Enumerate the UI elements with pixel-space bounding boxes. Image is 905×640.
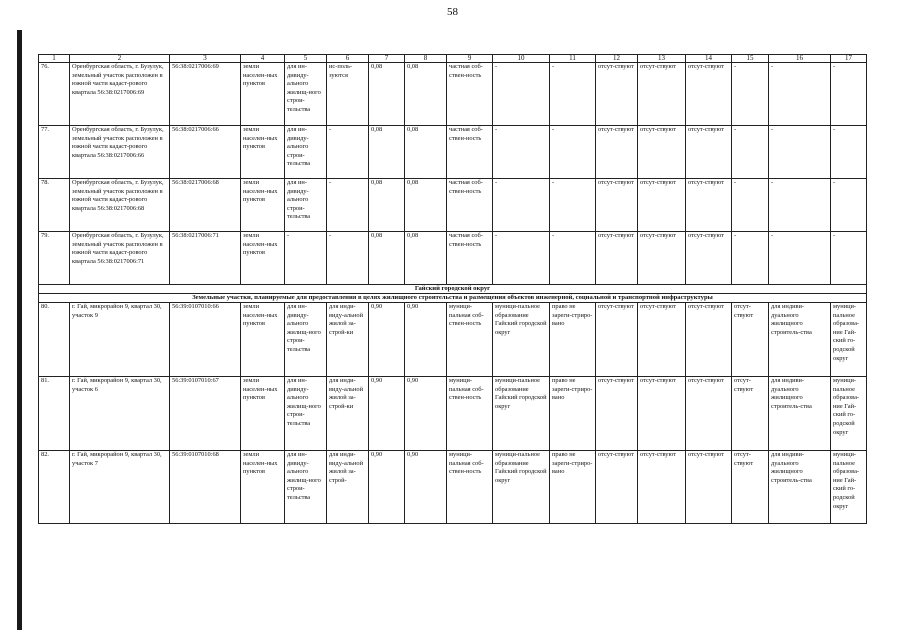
registration-right-cell: -	[550, 232, 596, 285]
provider-cell: -	[831, 232, 867, 285]
row-number-cell: 77.	[39, 126, 70, 179]
other-rights-cell: -	[732, 179, 769, 232]
header-cell: 5	[285, 55, 327, 63]
other-rights-cell: отсут-ствуют	[732, 377, 769, 451]
header-cell: 9	[447, 55, 493, 63]
owner-cell: -	[493, 126, 550, 179]
land-category-cell: земли населен-ных пунктов	[241, 126, 285, 179]
registration-right-cell: право не зареги-стриро-вано	[550, 377, 596, 451]
restrictions-cell: отсут-ствуют	[638, 232, 686, 285]
restrictions-cell: отсут-ствуют	[638, 377, 686, 451]
header-cell: 4	[241, 55, 285, 63]
ownership-form-cell: частная соб-ствен-ность	[447, 63, 493, 126]
header-row	[39, 55, 867, 63]
area-ha-2-cell: 0,90	[405, 377, 447, 451]
row-number-cell: 76.	[39, 63, 70, 126]
row-number-cell: 80.	[39, 303, 70, 377]
other-rights-cell: -	[732, 232, 769, 285]
table-row	[39, 451, 867, 524]
table-row	[39, 303, 867, 377]
encumbrances-cell: отсут-ствуют	[596, 232, 638, 285]
cadastral-number-cell: 56:39:0107010:68	[170, 451, 241, 524]
restrictions-cell: отсут-ствуют	[638, 126, 686, 179]
cadastral-number-cell: 56:38:0217006:71	[170, 232, 241, 285]
other-rights-cell: -	[732, 126, 769, 179]
permitted-use-cell: -	[285, 232, 327, 285]
row-number-cell: 81.	[39, 377, 70, 451]
row-number-cell: 82.	[39, 451, 70, 524]
restrictions-cell: отсут-ствуют	[638, 63, 686, 126]
header-cell: 6	[327, 55, 369, 63]
land-plots-table	[38, 54, 867, 524]
encumbrances-cell: отсут-ствуют	[596, 63, 638, 126]
planned-use-cell: для индиви-дуального жилищного строитель-ства	[769, 303, 831, 377]
registration-right-cell: право не зареги-стриро-вано	[550, 303, 596, 377]
owner-cell: муници-пальное образование Гайский городской округ	[493, 377, 550, 451]
area-ha-cell: 0,90	[369, 303, 405, 377]
header-cell: 3	[170, 55, 241, 63]
row-number-cell: 78.	[39, 179, 70, 232]
actual-use-cell: для инди-виду-альной жилой за-строй-ки	[327, 303, 369, 377]
provider-cell: муници-пальное образова-ние Гай-ский го-родской округ	[831, 451, 867, 524]
permitted-use-cell: для ин-дивиду-ального жилищ-ного строи-тельства	[285, 451, 327, 524]
area-ha-cell: 0,90	[369, 451, 405, 524]
restrictions-cell: отсут-ствуют	[638, 303, 686, 377]
area-ha-2-cell: 0,08	[405, 63, 447, 126]
address-cell: г. Гай, микрорайон 9, квартал 30, участок 7	[70, 451, 170, 524]
table-row	[39, 179, 867, 232]
registration-right-cell: -	[550, 179, 596, 232]
header-cell: 11	[550, 55, 596, 63]
area-ha-2-cell: 0,08	[405, 179, 447, 232]
table-row	[39, 377, 867, 451]
header-cell: 7	[369, 55, 405, 63]
cadastral-number-cell: 56:38:0217006:68	[170, 179, 241, 232]
planned-use-cell: -	[769, 63, 831, 126]
actual-use-cell: -	[327, 232, 369, 285]
section-subtitle: Земельные участки, планируемые для предоставления в целях жилищного строительства и размещения объектов инженерной, социальной и транспортной инфраструктуры	[39, 294, 867, 303]
actual-use-cell: ис-поль-зуются	[327, 63, 369, 126]
permitted-use-cell: для ин-дивиду-ального жилищ-ного строи-тельства	[285, 303, 327, 377]
area-ha-2-cell: 0,90	[405, 451, 447, 524]
land-category-cell: земли населен-ных пунктов	[241, 63, 285, 126]
provider-cell: -	[831, 126, 867, 179]
area-ha-cell: 0,08	[369, 232, 405, 285]
header-cell: 16	[769, 55, 831, 63]
ownership-form-cell: частная соб-ствен-ность	[447, 179, 493, 232]
page-number: 58	[447, 6, 458, 18]
area-ha-cell: 0,08	[369, 126, 405, 179]
land-category-cell: земли населен-ных пунктов	[241, 303, 285, 377]
section-subtitle-row	[39, 294, 867, 303]
provider-cell: муници-пальное образова-ние Гай-ский го-родской округ	[831, 303, 867, 377]
owner-cell: -	[493, 232, 550, 285]
encumbrances-cell: отсут-ствуют	[596, 126, 638, 179]
registration-right-cell: право не зареги-стриро-вано	[550, 451, 596, 524]
encumbrances-cell: отсут-ствуют	[596, 377, 638, 451]
actual-use-cell: -	[327, 179, 369, 232]
table-row	[39, 126, 867, 179]
owner-cell: муници-пальное образование Гайский городской округ	[493, 451, 550, 524]
registration-right-cell: -	[550, 126, 596, 179]
provider-cell: -	[831, 179, 867, 232]
encumbrances-cell: отсут-ствуют	[596, 303, 638, 377]
header-cell: 13	[638, 55, 686, 63]
scan-edge-bar	[17, 30, 22, 630]
owner-cell: муници-пальное образование Гайский городской округ	[493, 303, 550, 377]
other-rights-cell: -	[732, 63, 769, 126]
land-category-cell: земли населен-ных пунктов	[241, 232, 285, 285]
ownership-form-cell: частная соб-ствен-ность	[447, 232, 493, 285]
header-cell: 12	[596, 55, 638, 63]
infrastructure-cell: отсут-ствуют	[686, 63, 732, 126]
owner-cell: -	[493, 179, 550, 232]
infrastructure-cell: отсут-ствуют	[686, 126, 732, 179]
ownership-form-cell: муници-пальная соб-ствен-ность	[447, 451, 493, 524]
header-cell: 17	[831, 55, 867, 63]
area-ha-cell: 0,90	[369, 377, 405, 451]
header-cell: 10	[493, 55, 550, 63]
address-cell: Оренбургская область, г. Бузулук, земельный участок расположен в южной части кадаст-рового квартала 56:38:0217006:66	[70, 126, 170, 179]
restrictions-cell: отсут-ствуют	[638, 451, 686, 524]
header-cell: 15	[732, 55, 769, 63]
infrastructure-cell: отсут-ствуют	[686, 451, 732, 524]
address-cell: Оренбургская область, г. Бузулук, земельный участок расположен в южной части кадаст-рового квартала 56:38:0217006:68	[70, 179, 170, 232]
planned-use-cell: для индиви-дуального жилищного строитель-ства	[769, 451, 831, 524]
area-ha-cell: 0,08	[369, 63, 405, 126]
address-cell: Оренбургская область, г. Бузулук, земельный участок расположен в южной части кадаст-рового квартала 56:38:0217006:69	[70, 63, 170, 126]
other-rights-cell: отсут-ствуют	[732, 451, 769, 524]
address-cell: г. Гай, микрорайон 9, квартал 30, участок 9	[70, 303, 170, 377]
provider-cell: -	[831, 63, 867, 126]
infrastructure-cell: отсут-ствуют	[686, 377, 732, 451]
address-cell: г. Гай, микрорайон 9, квартал 30, участок 6	[70, 377, 170, 451]
owner-cell: -	[493, 63, 550, 126]
section-title: Гайский городской округ	[39, 285, 867, 294]
infrastructure-cell: отсут-ствуют	[686, 232, 732, 285]
ownership-form-cell: муници-пальная соб-ствен-ность	[447, 303, 493, 377]
header-cell: 8	[405, 55, 447, 63]
provider-cell: муници-пальное образова-ние Гай-ский го-родской округ	[831, 377, 867, 451]
address-cell: Оренбургская область, г. Бузулук, земельный участок расположен в южной части кадаст-рового квартала 56:38:0217006:71	[70, 232, 170, 285]
infrastructure-cell: отсут-ствуют	[686, 179, 732, 232]
header-cell: 2	[70, 55, 170, 63]
infrastructure-cell: отсут-ствуют	[686, 303, 732, 377]
permitted-use-cell: для ин-дивиду-ального строи-тельства	[285, 179, 327, 232]
planned-use-cell: -	[769, 179, 831, 232]
permitted-use-cell: для ин-дивиду-ального строи-тельства	[285, 126, 327, 179]
land-category-cell: земли населен-ных пунктов	[241, 377, 285, 451]
table-row	[39, 63, 867, 126]
other-rights-cell: отсут-ствуют	[732, 303, 769, 377]
cadastral-number-cell: 56:38:0217006:66	[170, 126, 241, 179]
cadastral-number-cell: 56:39:0107010:66	[170, 303, 241, 377]
land-category-cell: земли населен-ных пунктов	[241, 451, 285, 524]
ownership-form-cell: муници-пальная соб-ствен-ность	[447, 377, 493, 451]
permitted-use-cell: для ин-дивиду-ального жилищ-ного строи-тельства	[285, 377, 327, 451]
area-ha-2-cell: 0,08	[405, 232, 447, 285]
area-ha-cell: 0,08	[369, 179, 405, 232]
actual-use-cell: для инди-виду-альной жилой за-строй-	[327, 451, 369, 524]
header-cell: 1	[39, 55, 70, 63]
planned-use-cell: -	[769, 232, 831, 285]
permitted-use-cell: для ин-дивиду-ального жилищ-ного строи-тельства	[285, 63, 327, 126]
planned-use-cell: для индиви-дуального жилищного строитель-ства	[769, 377, 831, 451]
planned-use-cell: -	[769, 126, 831, 179]
registration-right-cell: -	[550, 63, 596, 126]
cadastral-number-cell: 56:39:0107010:67	[170, 377, 241, 451]
header-cell: 14	[686, 55, 732, 63]
encumbrances-cell: отсут-ствуют	[596, 451, 638, 524]
area-ha-2-cell: 0,90	[405, 303, 447, 377]
section-title-row	[39, 285, 867, 294]
ownership-form-cell: частная соб-ствен-ность	[447, 126, 493, 179]
actual-use-cell: -	[327, 126, 369, 179]
cadastral-number-cell: 56:38:0217006:69	[170, 63, 241, 126]
encumbrances-cell: отсут-ствуют	[596, 179, 638, 232]
area-ha-2-cell: 0,08	[405, 126, 447, 179]
row-number-cell: 79.	[39, 232, 70, 285]
restrictions-cell: отсут-ствуют	[638, 179, 686, 232]
land-category-cell: земли населен-ных пунктов	[241, 179, 285, 232]
actual-use-cell: для инди-виду-альной жилой за-строй-ки	[327, 377, 369, 451]
table-row	[39, 232, 867, 285]
